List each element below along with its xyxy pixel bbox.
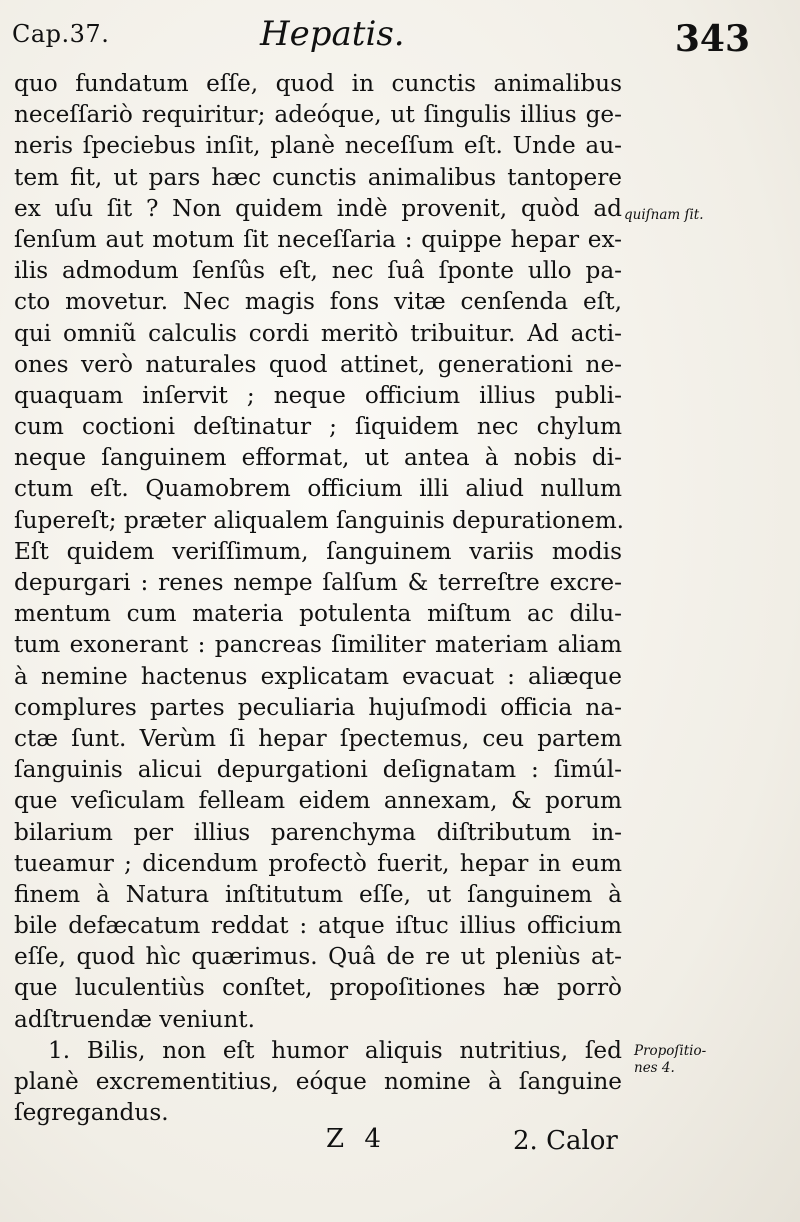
text-line: ilis admodum ſenſûs eſt, nec ſuâ ſponte ullo pa- — [14, 257, 622, 285]
text-line: quaquam inſervit ; neque officium illius publi- — [14, 381, 622, 409]
text-line: cum coctioni deſtinatur ; ſiquidem nec chylum — [14, 413, 622, 441]
text-line: tueamur ; dicendum profectò fuerit, hepar in eum — [14, 849, 622, 877]
text-line: que veſiculam felleam eidem annexam, & porum — [14, 787, 622, 815]
body-text — [14, 68, 625, 1128]
text-line: adſtruendæ veniunt. — [14, 1005, 255, 1033]
margin-note — [624, 207, 774, 224]
text-line: ones verò naturales quod attinet, generationi ne- — [14, 350, 622, 378]
text-line: ſenſum aut motum ſit neceſſaria : quippe hepar ex- — [14, 225, 622, 253]
text-line: neceſſariò requiritur; adeóque, ut ſingulis illius ge- — [14, 101, 622, 129]
text-line: qui omniũ calculis cordi meritò tribuitur. Ad acti- — [14, 319, 622, 347]
text-line: finem à Natura inſtitutum eſſe, ut ſanguinem à — [14, 880, 622, 908]
text-line: planè excrementitius, eóque nomine à ſanguine — [14, 1068, 622, 1095]
margin-note-line: quiſnam ſit. — [624, 207, 704, 223]
text-line: ctæ ſunt. Verùm ſi hepar ſpectemus, ceu partem — [14, 724, 622, 752]
chapter-label: Cap.37. — [12, 20, 110, 48]
text-line: tem fit, ut pars hæc cunctis animalibus tantopere — [14, 163, 622, 191]
text-line: neque ſanguinem efformat, ut antea à nobis di- — [14, 444, 622, 472]
catchword: 2. Calor — [513, 1126, 618, 1156]
page-title: Hepatis. — [260, 14, 405, 54]
text-line: à nemine hactenus explicatam evacuat : aliæque — [14, 662, 622, 690]
text-line: complures partes peculiaria hujuſmodi officia na- — [14, 693, 622, 721]
margin-note-line: nes 4. — [634, 1060, 675, 1076]
text-line: ctum eſt. Quamobrem officium illi aliud nullum — [14, 475, 622, 503]
text-line: ſegregandus. — [14, 1099, 169, 1127]
text-line: quo fundatum eſſe, quod in cunctis animalibus — [14, 70, 622, 97]
text-line: bilarium per illius parenchyma diſtributum in- — [14, 818, 622, 846]
text-line: tum exonerant : pancreas ſimiliter materiam aliam — [14, 631, 622, 659]
text-line: ex uſu ſit ? Non quidem indè provenit, quòd ad — [14, 194, 622, 222]
margin-note-line: Propoſitio- — [634, 1043, 707, 1059]
text-line: cto movetur. Nec magis fons vitæ cenſenda eſt, — [14, 288, 622, 316]
text-line: que luculentiùs conſtet, propoſitiones hæ porrò — [14, 974, 622, 1002]
text-line: 1. Bilis, non eſt humor aliquis nutritius, ſed — [48, 1036, 622, 1064]
page-number: 343 — [674, 18, 750, 60]
text-line: neris ſpeciebus inſit, planè neceſſum eſt. Unde au- — [14, 132, 622, 160]
running-head — [12, 14, 750, 62]
text-line: eſſe, quod hìc quærimus. Quâ de re ut pleniùs at- — [14, 943, 622, 971]
text-line: Eſt quidem veriſſimum, ſanguinem variis modis — [14, 537, 622, 565]
signature-mark: Z 4 — [326, 1124, 387, 1154]
text-line: depurgari : renes nempe ſalſum & terreſtre excre- — [14, 569, 622, 596]
page-footer — [0, 1124, 800, 1164]
text-line: bile defæcatum reddat : atque iſtuc illius officium — [14, 912, 622, 940]
text-line: ſanguinis alicui depurgationi deſignatam : ſimúl- — [14, 756, 622, 784]
text-line: mentum cum materia potulenta miſtum ac dilu- — [14, 600, 622, 628]
margin-note — [634, 1043, 784, 1077]
text-line: ſupereſt; præter aliqualem ſanguinis depurationem. — [14, 506, 625, 534]
